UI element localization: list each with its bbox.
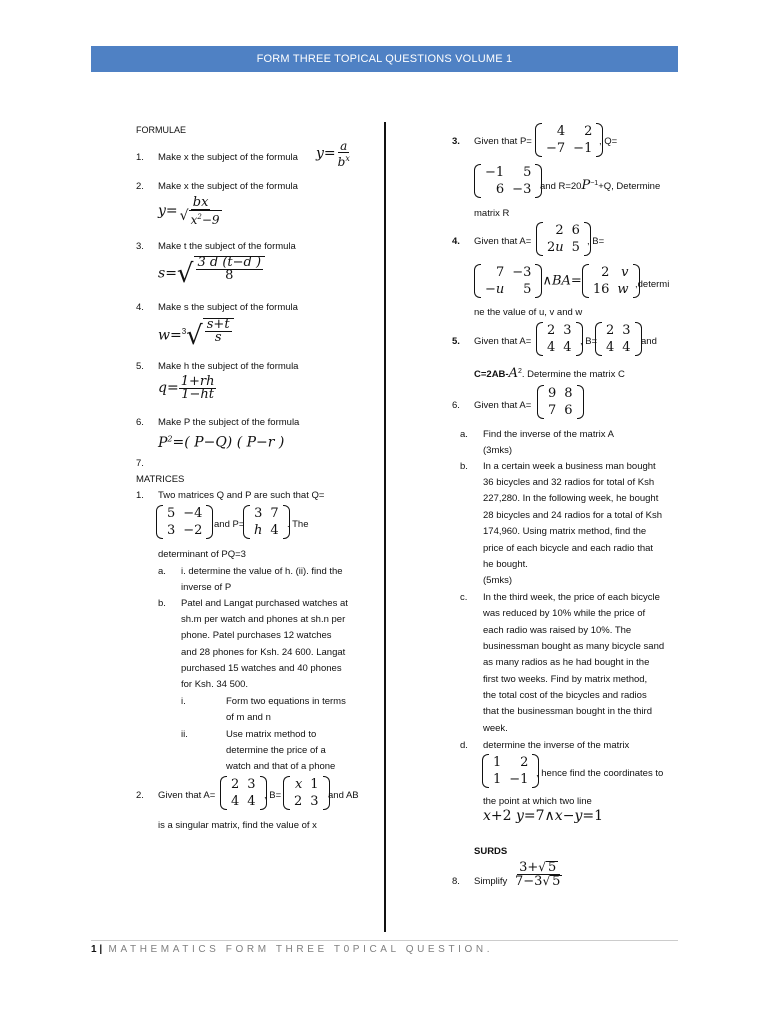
q5-c-line: $C=2AB-A^2$. Determine the matrix C <box>474 366 625 382</box>
q6c-line-1: In the third week, the price of each bicycle <box>483 592 660 603</box>
q6d-hence: , hence find the coordinates to <box>536 768 664 779</box>
q3-matrix-q: −1 5 6 −3 <box>474 164 542 198</box>
q1b-line-2: sh.m per watch and phones at sh.n per <box>181 614 346 625</box>
q2-b: , B= <box>264 790 282 801</box>
q6a-marks: (3mks) <box>483 445 513 456</box>
formulae-heading: FORMULAE <box>136 125 187 135</box>
q1b-line-1: Patel and Langat purchased watches at <box>181 598 348 609</box>
q2-matrix-b: x 1 2 3 <box>283 776 330 810</box>
column-divider <box>384 122 386 932</box>
q1b-i-label: i. <box>181 696 186 707</box>
q2-given: Given that A= <box>158 790 216 801</box>
q3-given: Given that P= <box>474 136 532 147</box>
q1a-label: a. <box>158 566 166 577</box>
q6c-line-4: businessman bought as many bicycle sand <box>483 641 665 652</box>
q1-matrix-p: 3 7 h 4 <box>243 505 290 539</box>
q1b-ii-label: ii. <box>181 729 188 740</box>
q6a-text: Find the inverse of the matrix A <box>483 429 614 440</box>
q5-and: and <box>641 336 657 347</box>
formula-1-text: Make x the subject of the formula <box>158 152 298 163</box>
q1b-label: b. <box>158 598 166 609</box>
q3-matrix-r-label: matrix R <box>474 208 510 219</box>
q6c-line-9: week. <box>483 723 508 734</box>
q6b-line-6: price of each bicycle and each radio that <box>483 543 654 554</box>
q1b-line-4: and 28 phones for Ksh. 24 600. Langat <box>181 647 346 658</box>
q1a-line-2: inverse of P <box>181 582 232 593</box>
q1b-ii-line-2: determine the price of a <box>226 745 326 756</box>
q3-and-r: and $R=20P^{-1}+Q$, Determine <box>540 178 661 194</box>
q6d-equations: x+2 y=7∧x−y=1 <box>483 808 603 824</box>
q4-determi: ,determi <box>635 279 670 290</box>
q6b-line-5: 174,960. Using matrix method, find the <box>483 526 647 537</box>
q6c-line-3: each radio was raised by 10%. The <box>483 625 632 636</box>
q1-and-p: and P= <box>214 519 245 530</box>
formula-6-expression: $P^2=$( P−Q) ( P−r ) <box>158 434 285 451</box>
q6c-line-6: first two weeks. Find by matrix method, <box>483 674 648 685</box>
q6b-line-1: In a certain week a business man bought <box>483 461 656 472</box>
q4-number: 4. <box>452 236 460 247</box>
matrices-heading: MATRICES <box>136 474 185 485</box>
formula-3-text: Make t the subject of the formula <box>158 241 296 252</box>
formula-1-expression: y= $\frac{a}{b^x}$ <box>316 139 350 169</box>
formula-5-number: 5. <box>136 361 144 372</box>
q3-q: , Q= <box>599 136 618 147</box>
page-number: 1 | <box>91 944 103 955</box>
q6d-point: the point at which two line <box>483 796 592 807</box>
page-header-banner: FORM THREE TOPICAL QUESTIONS VOLUME 1 <box>91 46 678 72</box>
q5-given: Given that A= <box>474 336 532 347</box>
formula-5-expression: q= $\frac{1+rh}{1-ht}$ <box>158 374 215 402</box>
q6d-text: determine the inverse of the matrix <box>483 740 630 751</box>
q2-rest: is a singular matrix, find the value of x <box>158 820 317 831</box>
q3-number: 3. <box>452 136 460 147</box>
q1b-i-line-2: of m and n <box>226 712 271 723</box>
formula-4-text: Make s the subject of the formula <box>158 302 298 313</box>
q6c-line-7: the total cost of the bicycles and radios <box>483 690 647 701</box>
footer-divider <box>91 940 678 941</box>
formula-2-expression: y= bx √ $x^2-9$ <box>158 195 220 227</box>
q4-equation: 7 −3 −u 5 ∧BA= 2 v 16 w <box>474 264 640 298</box>
q6b-label: b. <box>460 461 468 472</box>
q1b-ii-line-3: watch and that of a phone <box>226 761 336 772</box>
q6-given: Given that A= <box>474 400 532 411</box>
q2-matrix-a: 2 3 4 4 <box>220 776 267 810</box>
q6c-line-5: as many radios as he had bought in the <box>483 657 650 668</box>
formula-2-text: Make x the subject of the formula <box>158 181 298 192</box>
q1b-line-3: phone. Patel purchases 12 watches <box>181 630 332 641</box>
q1-the: . The <box>287 519 309 530</box>
q6b-line-2: 36 bicycles and 32 radios for total of Ksh <box>483 477 655 488</box>
formula-3-expression: s= √ $\frac{3 d (t-d )}{8}$ <box>158 256 265 292</box>
q1-determinant: determinant of PQ=3 <box>158 549 246 560</box>
q6b-marks: (5mks) <box>483 575 513 586</box>
q5-matrix-a: 2 3 4 4 <box>536 322 583 356</box>
q1b-ii-line-1: Use matrix method to <box>226 729 317 740</box>
q4-matrix-a: 2 6 2u 5 <box>536 222 591 256</box>
q6-number: 6. <box>452 400 460 411</box>
q5-matrix-b: 2 3 4 4 <box>595 322 642 356</box>
q1b-i-line-1: Form two equations in terms <box>226 696 346 707</box>
formula-6-number: 6. <box>136 417 144 428</box>
q6b-line-3: 227,280. In the following week, he bought <box>483 493 659 504</box>
q6c-line-8: that the businessman bought in the third <box>483 706 653 717</box>
page-footer <box>91 944 493 955</box>
q1a-line-1: i. determine the value of h. (ii). find the <box>181 566 343 577</box>
formula-4-expression: w=$^3$ √ $\frac{s+t}{s}$ <box>158 318 234 354</box>
formula-1-number: 1. <box>136 152 144 163</box>
formula-7-number: 7. <box>136 458 144 469</box>
formula-5-text: Make h the subject of the formula <box>158 361 299 372</box>
q6d-matrix: 1 2 1 −1 <box>482 754 539 788</box>
q1-text: Two matrices Q and P are such that Q= <box>158 490 325 501</box>
q8-number: 8. <box>452 876 460 887</box>
formula-4-number: 4. <box>136 302 144 313</box>
q1b-line-5: purchased 15 watches and 40 phones <box>181 663 342 674</box>
q2-number: 2. <box>136 790 144 801</box>
q4-rest: ne the value of u, v and w <box>474 307 583 318</box>
q4-given: Given that A= <box>474 236 532 247</box>
q3-matrix-p: 4 2 −7 −1 <box>535 123 603 157</box>
q8-text: Simplify <box>474 876 508 887</box>
q6c-label: c. <box>460 592 468 603</box>
q1-matrix-q: 5 −4 3 −2 <box>156 505 213 539</box>
q8-expression: 3+ √ 5 7−3 √ 5 <box>515 860 561 889</box>
q6b-line-4: 28 bicycles and 24 radios for a total of Ksh <box>483 510 663 521</box>
formula-2-number: 2. <box>136 181 144 192</box>
q5-b: , B= <box>580 336 598 347</box>
formula-6-text: Make P the subject of the formula <box>158 417 300 428</box>
q4-b: , B= <box>587 236 605 247</box>
formula-3-number: 3. <box>136 241 144 252</box>
q6a-label: a. <box>460 429 468 440</box>
q2-and-ab: and AB <box>328 790 359 801</box>
q6c-line-2: was reduced by 10% while the price of <box>483 608 646 619</box>
q6b-line-7: he bought. <box>483 559 528 570</box>
surds-heading: SURDS <box>474 846 508 857</box>
q6-matrix-a: 9 8 7 6 <box>537 385 584 419</box>
q1b-line-6: for Ksh. 34 500. <box>181 679 249 690</box>
q5-number: 5. <box>452 336 460 347</box>
q1-number: 1. <box>136 490 144 501</box>
q6d-label: d. <box>460 740 468 751</box>
footer-title: MATHEMATICS FORM THREE T0PICAL QUESTION. <box>108 944 494 955</box>
